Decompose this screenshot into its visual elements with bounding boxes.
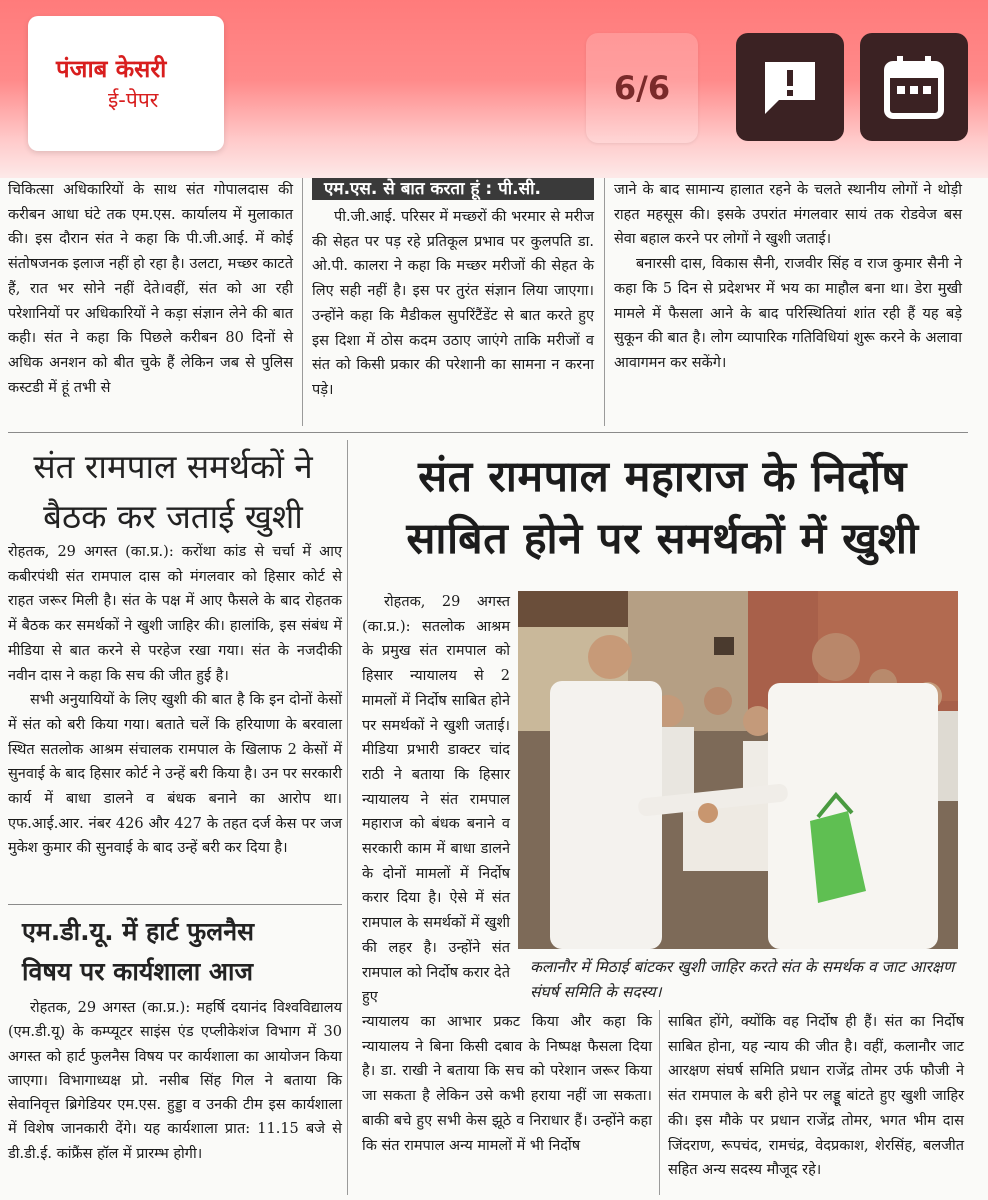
report-icon: [757, 54, 823, 120]
story1-para1: रोहतक, 29 अगस्त (का.प्र.): करोंथा कांड से चर्चा में आए कबीरपंथी संत रामपाल दास को मंगलवार को हिसार कोर्ट से राहत जरूर मिली है। संत के पक्ष में आए फैसले के बाद रोहतक में बैठक कर समर्थकों ने खुशी जाहिर की। हालांकि, इस संबंध में मीडिया से बात करने से परहेज रखा गया। संत के नजदीकी नवीन दास ने कहा कि सच की जीत हुई है।: [8, 544, 342, 684]
top-fragment-middle: [312, 205, 594, 403]
story1-headline: [8, 442, 338, 542]
subheading-strip: एम.एस. से बात करता हूं : पी.सी.: [312, 178, 594, 200]
top-fragment-left: [8, 178, 293, 400]
page-indicator[interactable]: 6/6: [586, 33, 698, 143]
story3-headline-line1: संत रामपाल महाराज के निर्दोष: [418, 452, 907, 502]
story2-para1: रोहतक, 29 अगस्त (का.प्र.): महर्षि दयानंद विश्वविद्यालय (एम.डी.यू) के कम्प्यूटर साइंस एंड एप्लीकेशंज विभाग में 30 अगस्त को हार्ट फुलनैस विषय पर कार्यशाला का आयोजन किया जाएगा। विभागाध्यक्ष प्रो. नसीब सिंह गिल ने बताया कि सेवानिवृत्त ब्रिगेडियर एम.एस. हुड्डा व उनकी टीम इस कार्यशाला में विशेष जानकारी देंगे। यह कार्यशाला प्रात: 11.15 बजे से डी.डी.ई. कांफ्रैंस हॉल में प्रारम्भ होगी।: [8, 1000, 342, 1162]
story3-body-col3: [668, 1010, 964, 1183]
story1-para2: सभी अनुयायियों के लिए खुशी की बात है कि इन दोनों केसों में संत को बरी किया गया। बताते चलें कि हरियाणा के बरवाला स्थित सतलोक आश्रम संचालक रामपाल के खिलाफ 2 केसों में सुनवाई के बाद हिसार कोर्ट ने उन्हें बरी किया है। उन पर सरकारी कार्य में बाधा डालने व बंधक बनाने का आरोप था। एफ.आई.आर. नंबर 426 और 427 के तहत दर्ज केस पर जज मुकेश कुमार की सुनवाई के बाद उन्हें बरी कर दिया है।: [8, 692, 342, 857]
fragment-left-text: चिकित्सा अधिकारियों के साथ संत गोपालदास की करीबन आधा घंटे तक एम.एस. कार्यालय में मुलाकात की। इस दौरान संत ने कहा कि पी.जी.आई. में कोई संतोषजनक इलाज नहीं हो रहा है। उलटा, मच्छर काटते हैं, रात भर सोने नहीं देते।वहीं, संत को आ रही परेशानियों पर अधिकारियों ने कड़ा संज्ञान लेने की बात कही। संत ने कहा कि पिछले करीबन 80 दिनों से अधिक अनशन को बीत चुके हैं लेकिन जब से पुलिस कस्टडी में हूं तभी से: [8, 182, 293, 396]
fragment-right-text-2: बनारसी दास, विकास सैनी, राजवीर सिंह व राज कुमार सैनी ने कहा कि 5 दिन से प्रदेशभर में भय का माहौल बना था। डेरा मुखी मामले में फैसला आने के बाद परिस्थितियां शांत रही हैं यह बड़े सुकून की बात है। लोग व्यापारिक गतिविधियां शुरू करने के अलावा आवागमन कर सकेंगे।: [614, 256, 962, 371]
brand-name: पंजाब केसरी: [56, 54, 167, 83]
news-photo-illustration: [518, 591, 958, 949]
story1-body: [8, 540, 342, 861]
story3-headline-line2: साबित होने पर समर्थकों में खुशी: [406, 514, 919, 564]
brand-subtitle: ई-पेपर: [108, 87, 159, 112]
photo-caption: कलानौर में मिठाई बांटकर खुशी जाहिर करते संत के समर्थक व जाट आरक्षण संघर्ष समिति के सदस्य।: [530, 958, 955, 1001]
calendar-button[interactable]: [860, 33, 968, 141]
column-divider: [604, 178, 605, 426]
column-divider: [659, 1010, 660, 1195]
top-fragment-right: [614, 178, 962, 376]
story2-headline-line1: एम.डी.यू. में हार्ट फुलनैस: [22, 917, 255, 946]
story1-headline-line2: बैठक कर जताई खुशी: [43, 497, 303, 536]
brand-logo[interactable]: [28, 16, 224, 151]
story1-headline-line1: संत रामपाल समर्थकों ने: [33, 447, 313, 486]
top-app-bar: [0, 0, 988, 178]
calendar-icon: [883, 54, 945, 120]
news-photo: [518, 591, 958, 949]
story3-para2: न्यायालय का आभार प्रकट किया और कहा कि न्यायालय ने बिना किसी दबाव के निष्पक्ष फैसला दिया है। डा. राखी ने बताया कि सच को परेशान जरूर किया जा सकता है लेकिन उसे कभी हराया नहीं जा सकता। बाकी बचे हुए सभी केस झूठे व निराधार हैं। उन्होंने कहा कि संत रामपाल अन्य मामलों में भी निर्दोष: [362, 1014, 652, 1154]
story2-headline-line2: विषय पर कार्यशाला आज: [22, 957, 254, 986]
story3-para3: साबित होंगे, क्योंकि वह निर्दोष ही हैं। संत का निर्दोष साबित होना, यह न्याय की जीत है। वहीं, कलानौर जाट आरक्षण संघर्ष समिति प्रधान राजेंद्र तोमर उर्फ फौजी ने संत रामपाल के बरी होने पर लड्डू बांटते हुए खुशी जाहिर की। इस मौके पर प्रधान राजेंद्र तोमर, भगत भीम दास जिंदराण, रूपचंद, रामचंद्र, वेदप्रकाश, शेरसिंह, बलजीत सहित अन्य सदस्य मौजूद रहे।: [668, 1014, 964, 1179]
story2-body: [8, 996, 342, 1166]
story3-headline: [350, 446, 975, 570]
story3-para1: रोहतक, 29 अगस्त (का.प्र.): सतलोक आश्रम के प्रमुख संत रामपाल को हिसार न्यायालय से 2 मामलों में निर्दोष साबित होने पर समर्थकों ने खुशी जताई। मीडिया प्रभारी डाक्टर चांद राठी ने बताया कि हिसार न्यायालय ने संत रामपाल महाराज को बंधक बनाने व सरकारी काम में बाधा डालने के दोनों मामलों में निर्दोष करार दिया है। ऐसे में संत रामपाल के समर्थकों में खुशी की लहर है। उन्होंने संत रामपाल को निर्दोष करार देते हुए: [362, 594, 510, 1006]
story2-headline: [22, 912, 322, 992]
story3-body-col1: [362, 590, 510, 1010]
story3-body-col2: [362, 1010, 652, 1158]
section-divider: [8, 432, 968, 433]
fragment-middle-text: पी.जी.आई. परिसर में मच्छरों की भरमार से मरीज की सेहत पर पड़ रहे प्रतिकूल प्रभाव पर कुलपति डा. ओ.पी. कालरा ने कहा कि मच्छर मरीजों की सेहत के लिए सही नहीं है। इस पर तुरंत संज्ञान लिया जाएगा। उन्होंने कहा कि मैडीकल सुपरिंटैंडेंट से बात करते हुए इस दिशा में ठोस कदम उठाए जाएंगे ताकि मरीजों व संत को किसी प्रकार की परेशानी का सामना न करना पड़े।: [312, 209, 594, 398]
column-divider: [347, 440, 348, 1195]
section-divider: [8, 904, 342, 905]
fragment-right-text-1: जाने के बाद सामान्य हालात रहने के चलते स्थानीय लोगों ने थोड़ी राहत महसूस की। इसके उपरांत मंगलवार सायं तक रोडवेज बस सेवा बहाल करने पर लोगों ने खुशी जताई।: [614, 182, 962, 248]
report-button[interactable]: [736, 33, 844, 141]
column-divider: [302, 178, 303, 426]
